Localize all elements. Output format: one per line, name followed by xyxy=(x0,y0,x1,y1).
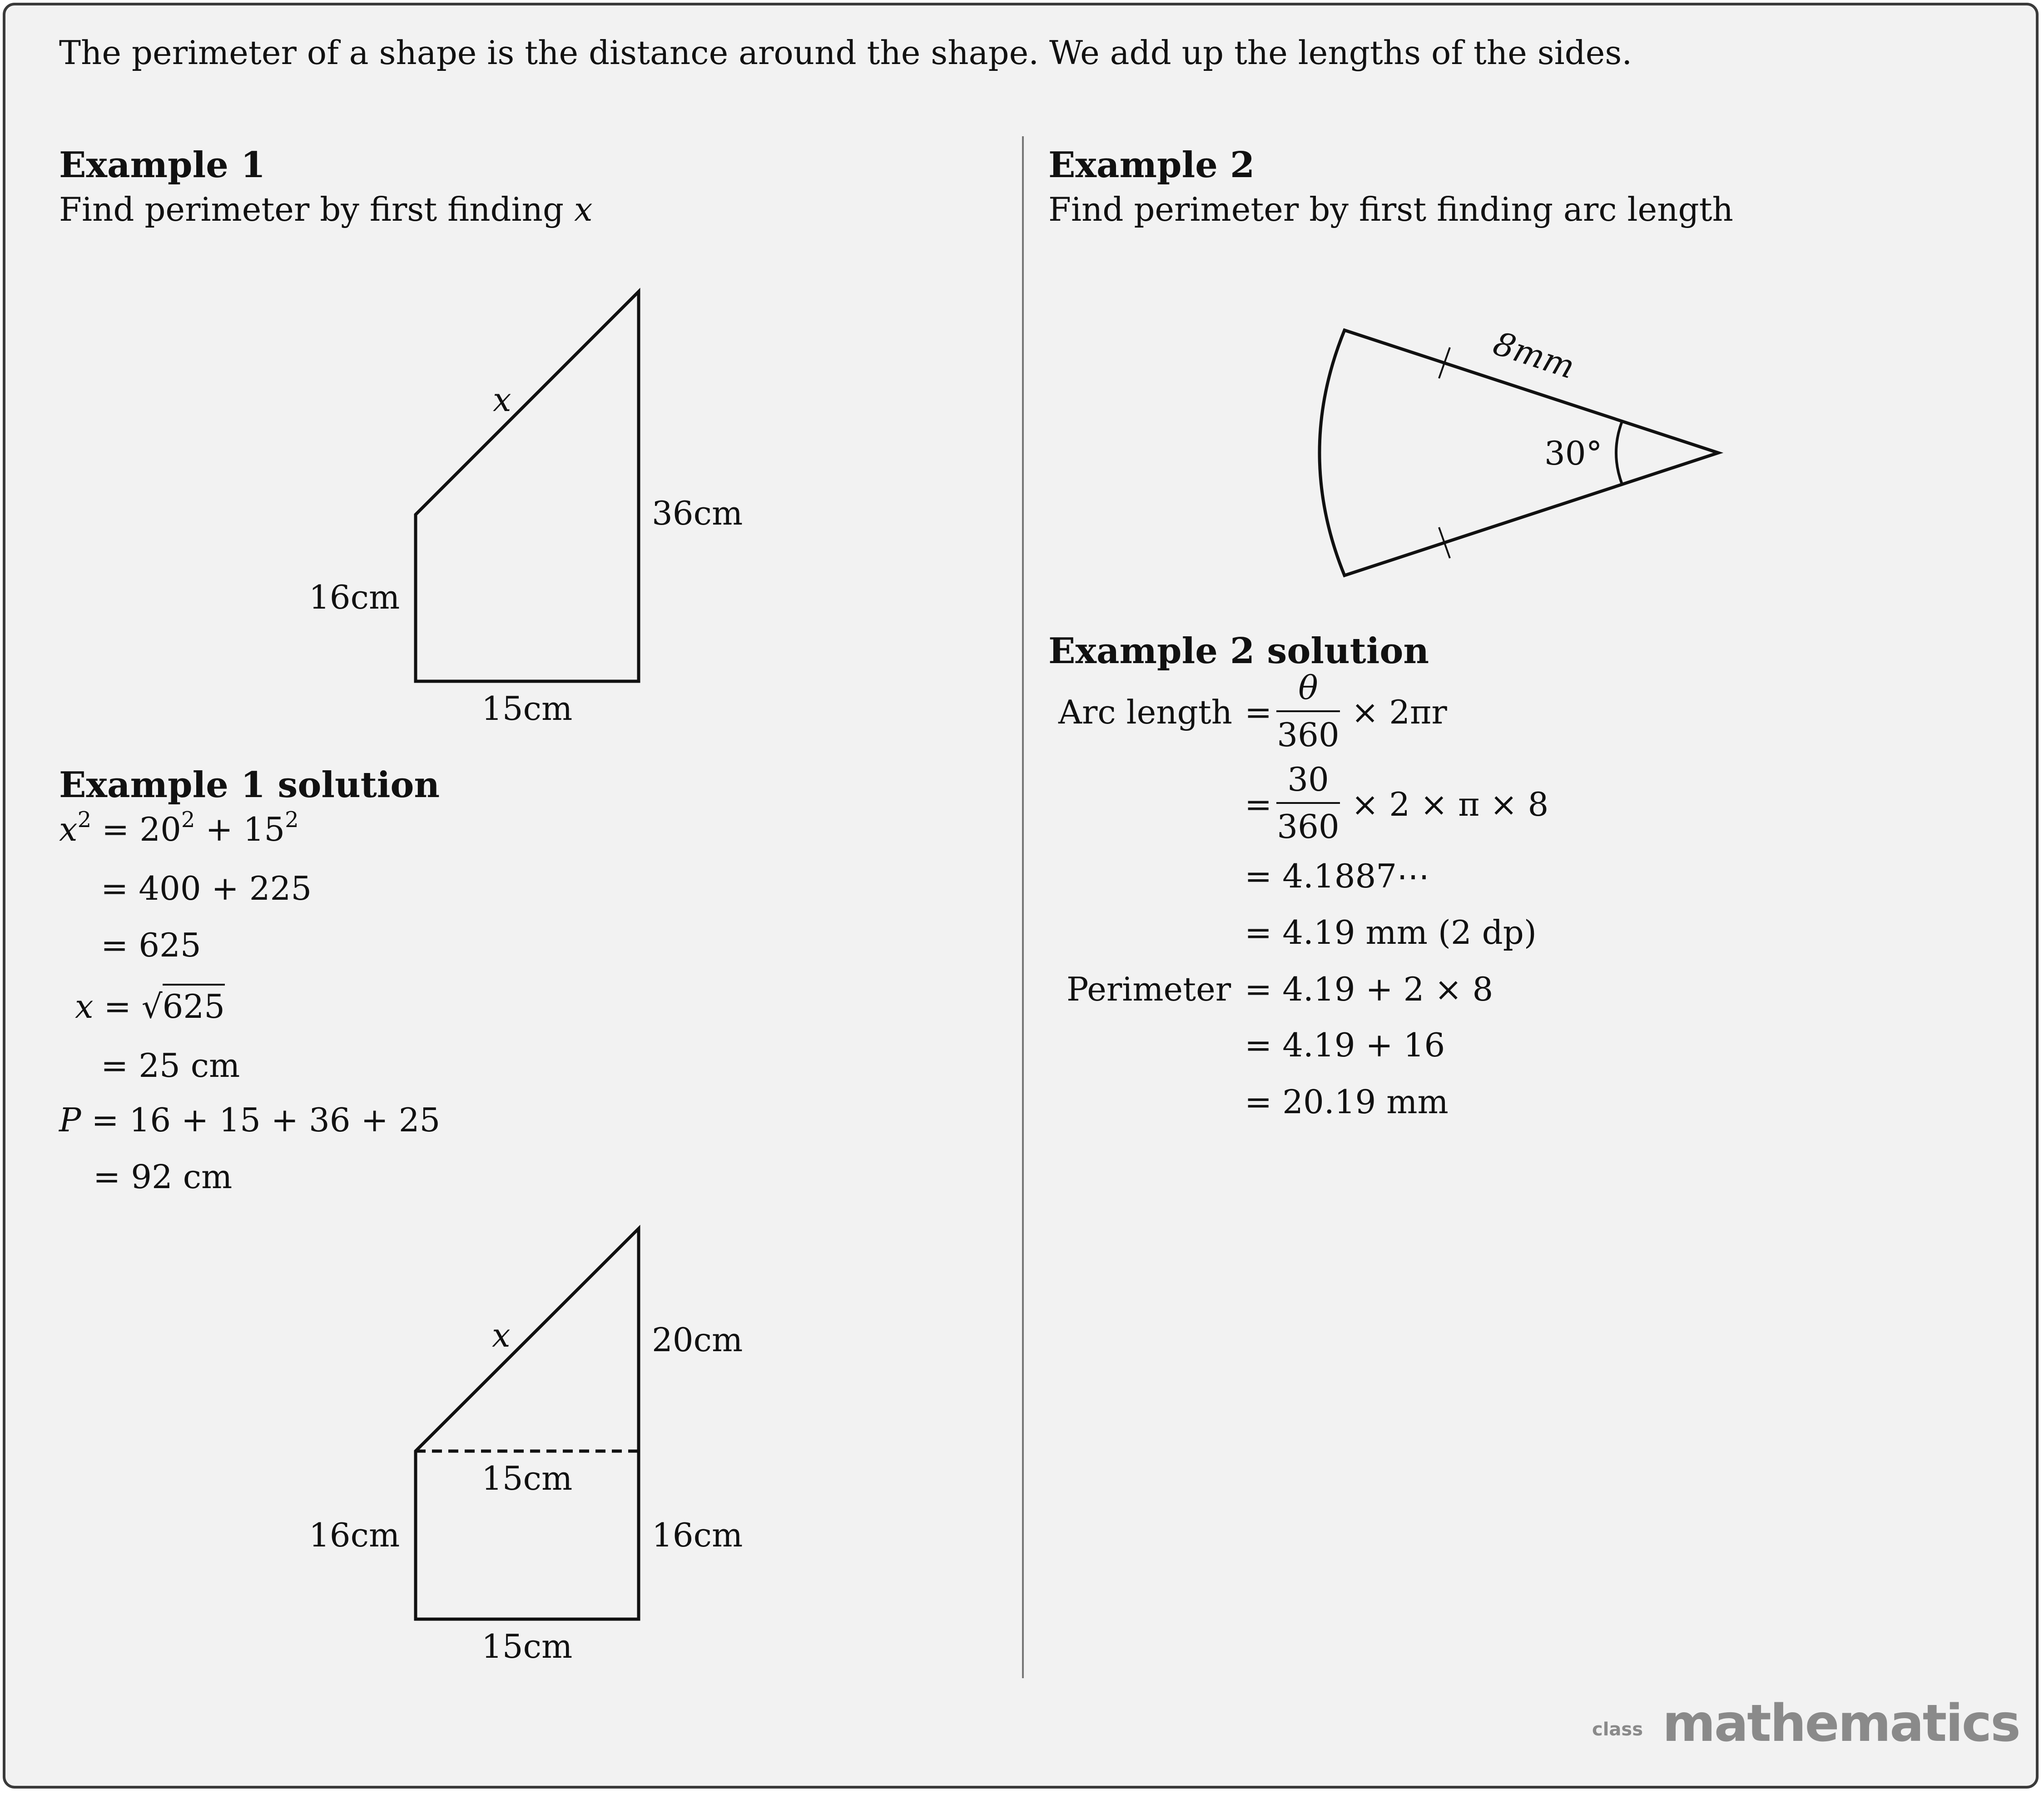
eq6: = 4.19 + 16 xyxy=(1245,1026,1445,1064)
eq1-rest: × 2πr xyxy=(1351,693,1447,731)
radius-label: 8mm xyxy=(1488,324,1580,387)
eq2-numerator: 30 xyxy=(1276,763,1340,804)
l4-radicand: 625 xyxy=(163,984,225,1026)
fig2-label-x: x xyxy=(492,1316,511,1354)
trapezium-figure-1 xyxy=(309,292,743,728)
eq7: = 20.19 mm xyxy=(1245,1083,1449,1121)
eq4: = 4.19 mm (2 dp) xyxy=(1245,913,1537,952)
example1-line3: = 625 xyxy=(101,926,201,964)
example2-subtitle: Find perimeter by first finding arc length xyxy=(1048,190,1733,228)
example1-solution-title: Example 1 solution xyxy=(59,764,440,806)
example2-solution-title: Example 2 solution xyxy=(1048,630,1429,672)
l6-rhs: = 16 + 15 + 36 + 25 xyxy=(81,1101,441,1139)
example2-title: Example 2 xyxy=(1048,144,1255,186)
l1-rhs-b-exp: 2 xyxy=(285,807,299,833)
fig1-label-left: 16cm xyxy=(309,578,400,616)
example1-subtitle-var: x xyxy=(574,190,593,228)
arc-length-label: Arc length xyxy=(1058,693,1233,731)
eq1-numerator: θ xyxy=(1276,671,1340,712)
fig2-label-mid: 15cm xyxy=(481,1459,573,1497)
logo-small-text: class xyxy=(1592,1719,1643,1740)
example1-line7: = 92 cm xyxy=(93,1158,233,1196)
fig1-label-right: 36cm xyxy=(652,494,743,532)
example1-title: Example 1 xyxy=(59,144,266,186)
trapezium-2-outline xyxy=(416,1229,639,1619)
eq3: = 4.1887⋯ xyxy=(1245,857,1430,895)
l4-lhs: x xyxy=(75,987,94,1026)
trapezium-1-outline xyxy=(416,292,639,681)
fig2-label-right-top: 20cm xyxy=(652,1321,743,1359)
fig2-label-bottom: 15cm xyxy=(481,1627,573,1665)
l1-exp: 2 xyxy=(77,807,92,833)
fig1-label-bottom: 15cm xyxy=(481,689,573,728)
eq2-equals: = xyxy=(1245,785,1272,823)
angle-arc xyxy=(1616,421,1622,484)
angle-label: 30° xyxy=(1544,434,1602,472)
sector-figure xyxy=(1320,324,1718,575)
eq5: = 4.19 + 2 × 8 xyxy=(1245,970,1493,1008)
example1-subtitle-text: Find perimeter by first finding xyxy=(59,190,574,228)
logo-big-text: mathematics xyxy=(1662,1694,2019,1753)
example1-line5: = 25 cm xyxy=(101,1046,240,1085)
eq2-denominator: 360 xyxy=(1277,808,1340,846)
eq2-rest: × 2 × π × 8 xyxy=(1351,785,1549,823)
l6-lhs: P xyxy=(59,1101,81,1139)
trapezium-figure-2 xyxy=(309,1229,743,1665)
fig2-label-right-bottom: 16cm xyxy=(652,1516,743,1554)
l1-rhs-a: = 20 xyxy=(102,810,181,848)
fig2-label-left: 16cm xyxy=(309,1516,400,1554)
l1-rhs-b: + 15 xyxy=(195,810,285,848)
l1-rhs-a-exp: 2 xyxy=(181,807,195,833)
eq1-equals: = xyxy=(1245,693,1272,731)
l1-lhs: x xyxy=(59,810,78,848)
fig1-label-x: x xyxy=(493,381,511,419)
eq1-denominator: 360 xyxy=(1277,716,1340,754)
l4-eq: = √ xyxy=(93,987,163,1026)
perimeter-label: Perimeter xyxy=(1067,970,1231,1008)
intro-text: The perimeter of a shape is the distance around the shape. We add up the lengths of the sides. xyxy=(59,34,1632,72)
example1-line2: = 400 + 225 xyxy=(101,869,312,907)
